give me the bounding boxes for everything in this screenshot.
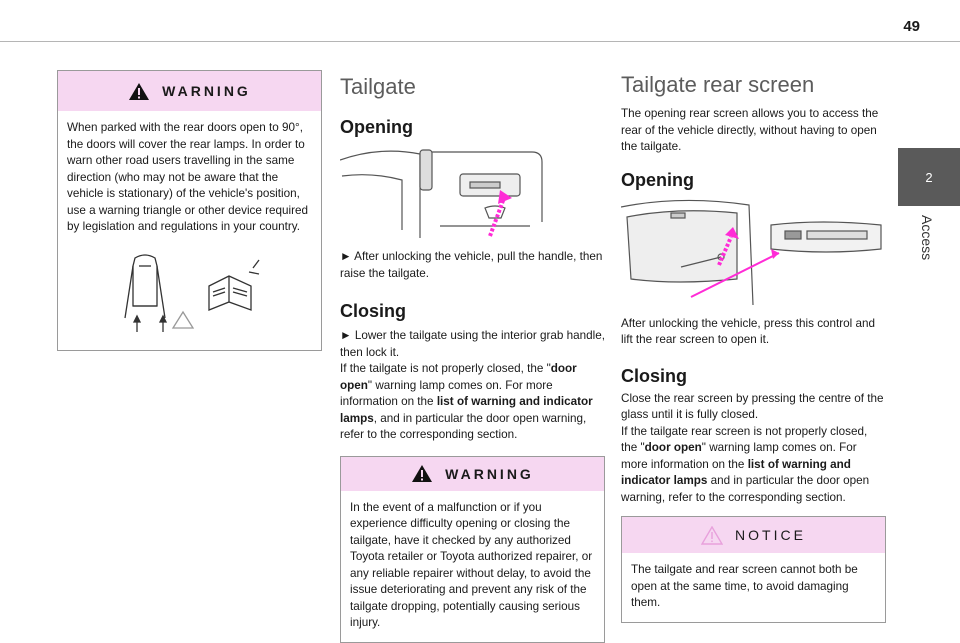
chapter-tab-number: 2: [925, 169, 933, 185]
tailgate-closing-text: [340, 328, 605, 444]
rear-screen-closing-p2d: list of warning and indicator lamps: [621, 457, 851, 487]
warning-triangle-icon: [128, 82, 150, 101]
tailgate-closing-p2c: " warning lamp comes on. For more information on the: [340, 378, 553, 408]
tailgate-closing-p2d: list of warning and indicator lamps: [340, 395, 593, 425]
rear-screen-title: Tailgate rear screen: [621, 72, 815, 97]
rear-screen-closing-p2b: door open: [644, 441, 702, 454]
rear-screen-intro: The opening rear screen allows you to access the rear of the vehicle directly, without having to open the tailgate.: [621, 107, 879, 153]
tailgate-closing-p2e: , and in particular the door open warning, refer to the corresponding section.: [340, 411, 587, 441]
warning-triangle-icon: [411, 464, 433, 483]
rear-doors-illustration: [67, 248, 312, 338]
notice-header: [622, 517, 885, 553]
warning-text: When parked with the rear doors open to 90°, the doors will cover the rear lamps. In order to warn other road users travelling in the same direction (who may not be aware that the vehicle is stationary) of the vehicle's position, use a warning triangle or other device required by legislation and regulations in your country.: [67, 121, 309, 233]
warning-body: [58, 111, 321, 353]
rear-screen-closing-p2e: and in particular the door open warning, refer to the corresponding section.: [621, 474, 870, 504]
tailgate-closing-p2b: door open: [340, 362, 577, 392]
rear-screen-closing-heading: Closing: [621, 365, 687, 386]
warning-box-parking: [57, 70, 322, 351]
rear-screen-opening-text: After unlocking the vehicle, press this control and lift the rear screen to open it.: [621, 316, 876, 346]
notice-triangle-icon: [701, 526, 723, 545]
tailgate-closing-heading: Closing: [340, 301, 406, 321]
tailgate-closing-p2a: If the tailgate is not properly closed, the ": [340, 362, 551, 375]
rear-screen-closing-p1: Close the rear screen by pressing the centre of the glass until it is fully closed.: [621, 391, 884, 421]
warning-header: [58, 71, 321, 111]
warning-box-tailgate: [340, 456, 605, 643]
tailgate-opening-heading: Opening: [340, 117, 413, 137]
notice-body: [622, 553, 885, 622]
column-middle: [340, 70, 605, 643]
chapter-label: Access: [919, 215, 935, 261]
tailgate-handle-illustration: [340, 146, 550, 238]
notice-title: NOTICE: [735, 527, 806, 543]
rear-screen-closing-text: [621, 391, 886, 507]
column-left: [57, 70, 322, 351]
warning-header: [341, 457, 604, 491]
column-right: [621, 70, 886, 623]
rear-screen-opening-heading: Opening: [621, 169, 694, 190]
rear-screen-closing-p2a: If the tailgate rear screen is not properly closed, the ": [621, 424, 868, 454]
notice-box: [621, 516, 886, 623]
tailgate-title: Tailgate: [340, 74, 416, 99]
page-number: 49: [903, 18, 920, 35]
warning-body: [341, 491, 604, 642]
top-rule: [0, 41, 960, 42]
rear-screen-control-illustration: [621, 197, 886, 307]
tailgate-closing-p1: ► Lower the tailgate using the interior grab handle, then lock it.: [340, 329, 605, 359]
notice-text: The tailgate and rear screen cannot both be open at the same time, to avoid damaging them.: [631, 563, 858, 609]
warning-title: WARNING: [162, 83, 251, 99]
warning-text: In the event of a malfunction or if you experience difficulty opening or closing the tailgate, have it checked by any authorized Toyota retailer or Toyota authorized repairer, or any reliable repairer without delay, to avoid the issue deteriorating and prevent any risk of the tailgate dropping, potentially causing serious injury.: [350, 500, 593, 629]
chapter-tab[interactable]: [898, 148, 960, 206]
warning-title: WARNING: [445, 465, 534, 482]
rear-screen-closing-p2c: " warning lamp comes on. For more information on the: [621, 441, 857, 471]
tailgate-opening-text: ► After unlocking the vehicle, pull the handle, then raise the tailgate.: [340, 250, 603, 280]
